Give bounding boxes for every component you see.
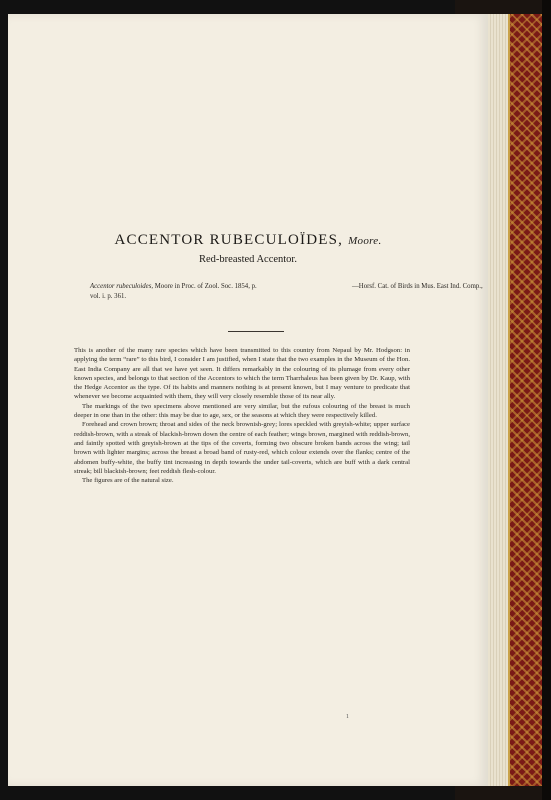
synonymy-species: Accentor rubeculoides, (90, 283, 154, 290)
synonymy-line-2: vol. i. p. 361. (90, 293, 127, 300)
species-title (8, 232, 488, 249)
paragraph-intro: This is another of the many rare species which have been transmitted to this country from Nepaul by Mr. Hodgson: in applying the term “rare” to this bird, I consider I am justified, when I state that the two examples in the Museum of the Hon. East India Company are all that we have yet seen. It differs remarkably in the colouring of its plumage from every other known species, and belongs to that section of the Accentors to which the term Tharrhaleus has been given by Dr. Kaup, with the Hedge Accentor as the type. Of its habits and manners nothing is at present known, but I may venture to predicate that whenever we become acquainted with them, they will very closely resemble those of its near ally. (74, 347, 410, 401)
gilt-red-spine (508, 14, 546, 786)
common-name: Red-breasted Accentor. (199, 254, 297, 265)
binding-edge (542, 0, 551, 800)
species-author: Moore. (348, 235, 382, 247)
synonymy-second-ref: —Horsf. Cat. of Birds in Mus. East Ind. Comp., (352, 283, 483, 290)
paragraph-description: Forehead and crown brown; throat and sides of the neck brownish-grey; lores speckled with greyish-white; upper surface reddish-brown, with a streak of blackish-brown down the centre of each feather; wings brown, margined with reddish-brown, and faintly spotted with greyish-brown at the tips of the coverts, forming two obscure broken bands across the wing; tail brown with lighter margins; across the breast a broad band of rusty-red, which colour extends over the flanks; centre of the abdomen buffy-white, the buffy tint increasing in depth towards the under tail-coverts, which are buff with a dark central streak; bill blackish-brown; feet reddish flesh-colour. (74, 421, 410, 475)
synonymy-reference (90, 282, 483, 302)
page-folio: 1 (346, 714, 349, 720)
section-divider (228, 331, 284, 332)
synonymy-citation: Moore in Proc. of Zool. Soc. 1854, p. (153, 283, 257, 290)
book-page (8, 14, 488, 786)
description-text (74, 346, 410, 485)
species-name: ACCENTOR RUBECULOÏDES, (114, 232, 344, 248)
paragraph-markings: The markings of the two specimens above mentioned are very similar, but the rufous colouring of the breast is much deeper in one than in the other: this may be due to age, sex, or the seasons at which they were respectively killed. (74, 402, 410, 420)
paragraph-figures: The figures are of the natural size. (82, 477, 174, 485)
